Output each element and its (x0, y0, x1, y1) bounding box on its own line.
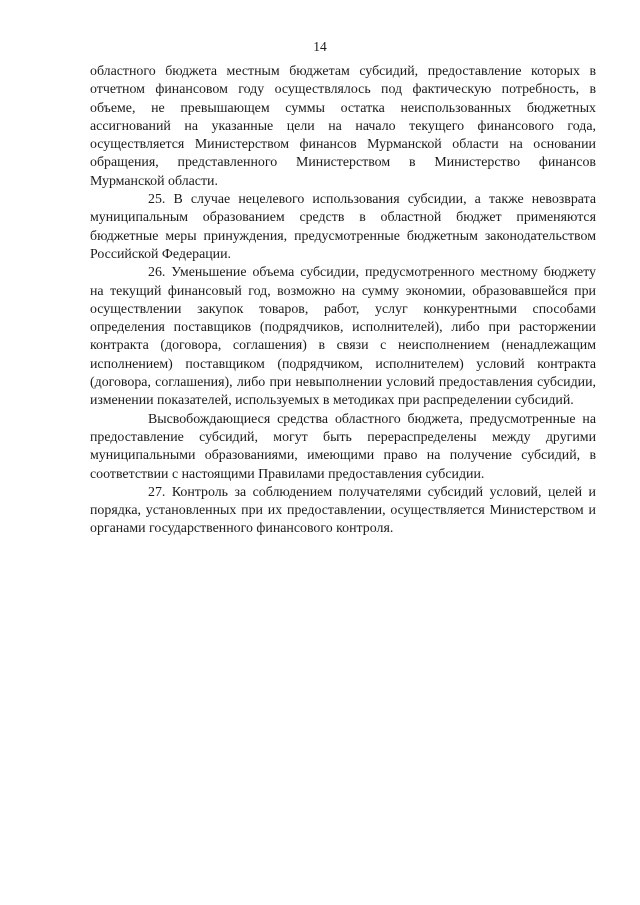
paragraph-redistribution: Высвобождающиеся средства областного бюджета, предусмотренные на предоставление субсидий, могут быть перераспределены между другими муниципальными образованиями, имеющими право на получение субсидий, в соответствии с настоящими Правилами предоставления субсидии. (90, 411, 596, 482)
paragraph-item-27: 27. Контроль за соблюдением получателями субсидий условий, целей и порядка, установленных при их предоставлении, осуществляется Министерством и органами государственного финансового контроля. (90, 484, 596, 537)
document-body (90, 63, 596, 539)
paragraph-item-26: 26. Уменьшение объема субсидии, предусмотренного местному бюджету на текущий финансовый год, возможно на сумму экономии, образовавшейся при осуществлении закупок товаров, работ, услуг конкурентными способами определения поставщиков (подрядчиков, исполнителей), либо при расторжении контракта (договора, соглашения) в связи с неисполнением (ненадлежащим исполнением) поставщиком (подрядчиком, исполнителем) условий контракта (договора, соглашения), либо при невыполнении условий предоставления субсидии, изменении показателей, используемых в методиках при распределении субсидий. (90, 265, 596, 409)
paragraph-item-25: 25. В случае нецелевого использования субсидии, а также невозврата муниципальным образованием средств в областной бюджет применяются бюджетные меры принуждения, предусмотренные бюджетным законодательством Российской Федерации. (90, 192, 596, 262)
paragraph-continued: областного бюджета местным бюджетам субсидий, предоставление которых в отчетном финансовом году осуществлялось под фактическую потребность, в объеме, не превышающем суммы остатка неиспользованных бюджетных ассигнований на указанные цели на начало текущего финансового года, осуществляется Министерством финансов Мурманской области на основании обращения, представленного Министерством в Министерство финансов Мурманской области. (90, 64, 596, 189)
page-number: 14 (313, 39, 327, 54)
